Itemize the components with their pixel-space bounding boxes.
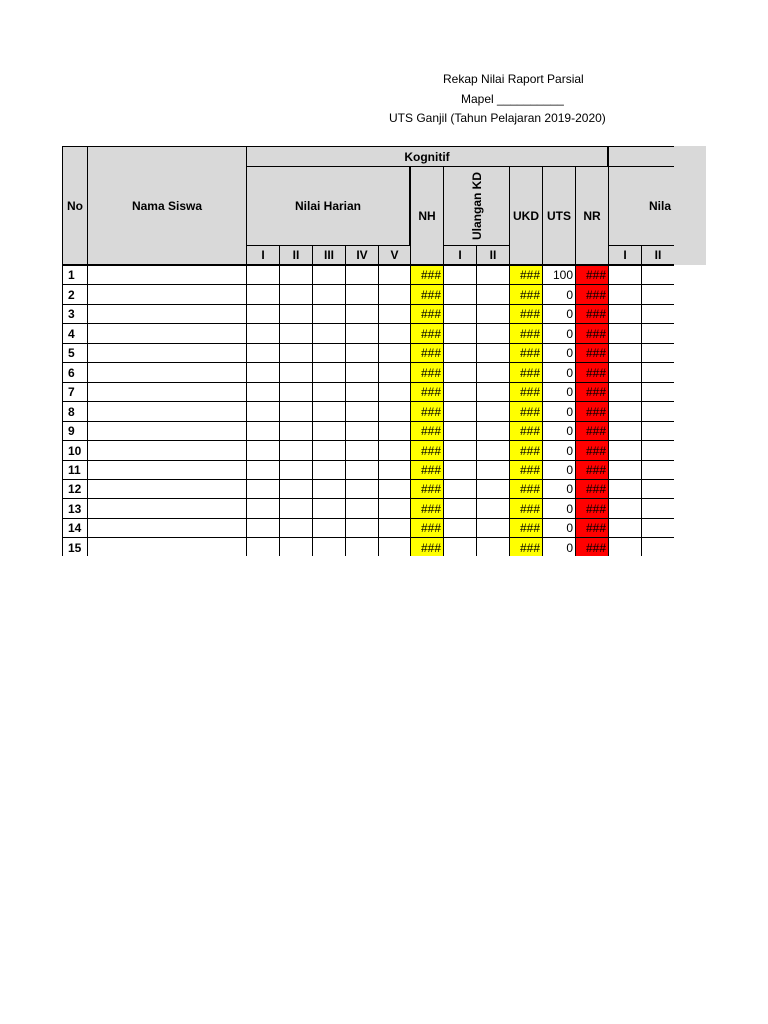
row-ukd[interactable]: ###	[509, 479, 543, 499]
row-nr[interactable]: ###	[575, 323, 609, 344]
row-uts[interactable]: 0	[542, 401, 576, 422]
row-nr[interactable]: ###	[575, 498, 609, 519]
row-nilai-harian-5[interactable]	[378, 460, 411, 480]
subheader-harian-5[interactable]: V	[378, 245, 411, 265]
row-uts[interactable]: 0	[542, 382, 576, 402]
row-uts[interactable]: 0	[542, 362, 576, 383]
row-ukd[interactable]: ###	[509, 537, 543, 556]
row-ulangan-kd-2[interactable]	[476, 323, 510, 344]
subheader-harian-1[interactable]: I	[246, 245, 280, 265]
row-ulangan-kd-1[interactable]	[443, 518, 477, 538]
row-no[interactable]: 3	[62, 304, 88, 324]
row-ulangan-kd-2[interactable]	[476, 343, 510, 363]
subheader-kd-1[interactable]: I	[443, 245, 477, 265]
row-ulangan-kd-2[interactable]	[476, 265, 510, 285]
row-uts[interactable]: 0	[542, 479, 576, 499]
row-nh[interactable]: ###	[410, 343, 444, 363]
row-nilai-harian-4[interactable]	[345, 382, 379, 402]
row-nilai-harian-3[interactable]	[312, 362, 346, 383]
row-nama-siswa[interactable]	[87, 537, 247, 556]
row-nr[interactable]: ###	[575, 440, 609, 461]
row-no[interactable]: 7	[62, 382, 88, 402]
row-next-1[interactable]	[608, 498, 642, 519]
row-nilai-harian-3[interactable]	[312, 323, 346, 344]
row-ulangan-kd-1[interactable]	[443, 362, 477, 383]
row-no[interactable]: 14	[62, 518, 88, 538]
row-nilai-harian-5[interactable]	[378, 382, 411, 402]
row-nilai-harian-1[interactable]	[246, 304, 280, 324]
row-uts[interactable]: 0	[542, 421, 576, 441]
row-nilai-harian-5[interactable]	[378, 518, 411, 538]
row-nilai-harian-5[interactable]	[378, 304, 411, 324]
row-ukd[interactable]: ###	[509, 421, 543, 441]
row-nama-siswa[interactable]	[87, 401, 247, 422]
row-nh[interactable]: ###	[410, 284, 444, 305]
row-next-2[interactable]	[641, 460, 674, 480]
row-next-2[interactable]	[641, 362, 674, 383]
header-nh[interactable]: NH	[410, 166, 444, 265]
header-nr[interactable]: NR	[575, 166, 609, 265]
row-ulangan-kd-2[interactable]	[476, 460, 510, 480]
row-ulangan-kd-1[interactable]	[443, 498, 477, 519]
row-no[interactable]: 13	[62, 498, 88, 519]
row-uts[interactable]: 0	[542, 284, 576, 305]
row-nilai-harian-2[interactable]	[279, 421, 313, 441]
row-nilai-harian-4[interactable]	[345, 498, 379, 519]
row-nilai-harian-4[interactable]	[345, 518, 379, 538]
row-ukd[interactable]: ###	[509, 323, 543, 344]
row-nh[interactable]: ###	[410, 401, 444, 422]
row-next-2[interactable]	[641, 382, 674, 402]
row-next-1[interactable]	[608, 362, 642, 383]
row-nama-siswa[interactable]	[87, 362, 247, 383]
row-nh[interactable]: ###	[410, 498, 444, 519]
row-nilai-harian-2[interactable]	[279, 401, 313, 422]
header-kognitif[interactable]: Kognitif	[246, 146, 608, 167]
row-nilai-harian-5[interactable]	[378, 343, 411, 363]
row-nilai-harian-5[interactable]	[378, 537, 411, 556]
row-nama-siswa[interactable]	[87, 440, 247, 461]
row-nilai-harian-2[interactable]	[279, 265, 313, 285]
row-nilai-harian-5[interactable]	[378, 323, 411, 344]
header-nilai-harian[interactable]: Nilai Harian	[246, 166, 410, 246]
row-next-2[interactable]	[641, 440, 674, 461]
subject-line: Mapel __________	[461, 92, 564, 106]
row-nama-siswa[interactable]	[87, 304, 247, 324]
row-ulangan-kd-2[interactable]	[476, 382, 510, 402]
row-nr[interactable]: ###	[575, 421, 609, 441]
row-next-2[interactable]	[641, 401, 674, 422]
row-nilai-harian-5[interactable]	[378, 440, 411, 461]
row-nilai-harian-2[interactable]	[279, 343, 313, 363]
row-nr[interactable]: ###	[575, 343, 609, 363]
row-ukd[interactable]: ###	[509, 498, 543, 519]
row-next-2[interactable]	[641, 479, 674, 499]
row-ulangan-kd-2[interactable]	[476, 479, 510, 499]
row-uts[interactable]: 0	[542, 518, 576, 538]
row-no[interactable]: 8	[62, 401, 88, 422]
row-nh[interactable]: ###	[410, 479, 444, 499]
row-ukd[interactable]: ###	[509, 343, 543, 363]
row-nh[interactable]: ###	[410, 323, 444, 344]
row-ulangan-kd-1[interactable]	[443, 479, 477, 499]
term-line: UTS Ganjil (Tahun Pelajaran 2019-2020)	[389, 111, 606, 125]
row-nilai-harian-2[interactable]	[279, 537, 313, 556]
row-ulangan-kd-2[interactable]	[476, 284, 510, 305]
row-ulangan-kd-1[interactable]	[443, 265, 477, 285]
row-ukd[interactable]: ###	[509, 440, 543, 461]
row-nama-siswa[interactable]	[87, 518, 247, 538]
row-nama-siswa[interactable]	[87, 284, 247, 305]
row-nilai-harian-2[interactable]	[279, 498, 313, 519]
row-nilai-harian-2[interactable]	[279, 460, 313, 480]
row-nama-siswa[interactable]	[87, 498, 247, 519]
row-nilai-harian-5[interactable]	[378, 421, 411, 441]
row-nilai-harian-4[interactable]	[345, 343, 379, 363]
row-nh[interactable]: ###	[410, 304, 444, 324]
row-ulangan-kd-1[interactable]	[443, 537, 477, 556]
row-nr[interactable]: ###	[575, 382, 609, 402]
row-uts[interactable]: 0	[542, 343, 576, 363]
row-nilai-harian-5[interactable]	[378, 265, 411, 285]
row-nilai-harian-4[interactable]	[345, 440, 379, 461]
row-nilai-harian-4[interactable]	[345, 323, 379, 344]
row-nilai-harian-3[interactable]	[312, 401, 346, 422]
row-next-1[interactable]	[608, 323, 642, 344]
row-ukd[interactable]: ###	[509, 284, 543, 305]
row-next-2[interactable]	[641, 498, 674, 519]
row-nama-siswa[interactable]	[87, 343, 247, 363]
row-nilai-harian-3[interactable]	[312, 284, 346, 305]
row-nilai-harian-2[interactable]	[279, 284, 313, 305]
row-next-1[interactable]	[608, 440, 642, 461]
row-ulangan-kd-2[interactable]	[476, 421, 510, 441]
row-uts[interactable]: 0	[542, 440, 576, 461]
header-ulangan-kd[interactable]	[443, 166, 510, 246]
row-uts[interactable]: 0	[542, 323, 576, 344]
row-ulangan-kd-2[interactable]	[476, 401, 510, 422]
row-nilai-harian-4[interactable]	[345, 265, 379, 285]
row-nilai-harian-4[interactable]	[345, 362, 379, 383]
row-nh[interactable]: ###	[410, 382, 444, 402]
row-next-2[interactable]	[641, 323, 674, 344]
row-next-1[interactable]	[608, 382, 642, 402]
row-nilai-harian-2[interactable]	[279, 518, 313, 538]
row-no[interactable]: 2	[62, 284, 88, 305]
row-ukd[interactable]: ###	[509, 518, 543, 538]
row-next-2[interactable]	[641, 284, 674, 305]
subheader-next-1[interactable]: I	[608, 245, 642, 265]
row-no[interactable]: 1	[62, 265, 88, 285]
row-uts[interactable]: 0	[542, 537, 576, 556]
row-next-2[interactable]	[641, 537, 674, 556]
row-ulangan-kd-2[interactable]	[476, 498, 510, 519]
row-nilai-harian-2[interactable]	[279, 479, 313, 499]
row-nilai-harian-1[interactable]	[246, 323, 280, 344]
row-next-1[interactable]	[608, 343, 642, 363]
row-ukd[interactable]: ###	[509, 382, 543, 402]
header-ulangan-kd-label: Ulangan KD	[469, 171, 484, 240]
row-nr[interactable]: ###	[575, 518, 609, 538]
row-ulangan-kd-2[interactable]	[476, 537, 510, 556]
row-ulangan-kd-1[interactable]	[443, 401, 477, 422]
row-nr[interactable]: ###	[575, 284, 609, 305]
row-next-1[interactable]	[608, 401, 642, 422]
row-nilai-harian-5[interactable]	[378, 479, 411, 499]
row-nama-siswa[interactable]	[87, 265, 247, 285]
row-ukd[interactable]: ###	[509, 401, 543, 422]
row-nama-siswa[interactable]	[87, 323, 247, 344]
row-nilai-harian-1[interactable]	[246, 421, 280, 441]
row-next-1[interactable]	[608, 421, 642, 441]
row-ukd[interactable]: ###	[509, 265, 543, 285]
row-ulangan-kd-1[interactable]	[443, 343, 477, 363]
row-nilai-harian-1[interactable]	[246, 382, 280, 402]
row-nilai-harian-3[interactable]	[312, 479, 346, 499]
row-nilai-harian-3[interactable]	[312, 518, 346, 538]
report-title: Rekap Nilai Raport Parsial	[443, 72, 584, 86]
row-ulangan-kd-2[interactable]	[476, 362, 510, 383]
row-ulangan-kd-1[interactable]	[443, 460, 477, 480]
row-nilai-harian-3[interactable]	[312, 421, 346, 441]
row-nilai-harian-1[interactable]	[246, 401, 280, 422]
row-nilai-harian-5[interactable]	[378, 498, 411, 519]
row-nilai-harian-1[interactable]	[246, 498, 280, 519]
row-ukd[interactable]: ###	[509, 362, 543, 383]
row-ulangan-kd-1[interactable]	[443, 440, 477, 461]
row-nilai-harian-3[interactable]	[312, 460, 346, 480]
row-nilai-harian-3[interactable]	[312, 343, 346, 363]
row-ulangan-kd-1[interactable]	[443, 304, 477, 324]
row-uts[interactable]: 0	[542, 460, 576, 480]
row-nama-siswa[interactable]	[87, 421, 247, 441]
header-next-group[interactable]	[608, 146, 674, 167]
row-nilai-harian-2[interactable]	[279, 362, 313, 383]
row-nama-siswa[interactable]	[87, 460, 247, 480]
row-no[interactable]: 9	[62, 421, 88, 441]
row-nh[interactable]: ###	[410, 440, 444, 461]
row-nh[interactable]: ###	[410, 421, 444, 441]
subheader-kd-2[interactable]: II	[476, 245, 510, 265]
row-nilai-harian-2[interactable]	[279, 323, 313, 344]
row-next-1[interactable]	[608, 304, 642, 324]
row-nilai-harian-1[interactable]	[246, 479, 280, 499]
row-nama-siswa[interactable]	[87, 479, 247, 499]
row-nilai-harian-1[interactable]	[246, 460, 280, 480]
subheader-harian-2[interactable]: II	[279, 245, 313, 265]
row-nilai-harian-4[interactable]	[345, 284, 379, 305]
row-nr[interactable]: ###	[575, 479, 609, 499]
row-next-1[interactable]	[608, 460, 642, 480]
row-nilai-harian-1[interactable]	[246, 537, 280, 556]
row-ukd[interactable]: ###	[509, 460, 543, 480]
row-nr[interactable]: ###	[575, 362, 609, 383]
row-next-1[interactable]	[608, 518, 642, 538]
row-nilai-harian-4[interactable]	[345, 479, 379, 499]
header-no[interactable]: No	[62, 146, 88, 265]
subheader-next-2[interactable]: II	[641, 245, 674, 265]
row-nr[interactable]: ###	[575, 401, 609, 422]
row-no[interactable]: 5	[62, 343, 88, 363]
row-nilai-harian-2[interactable]	[279, 304, 313, 324]
row-nh[interactable]: ###	[410, 265, 444, 285]
header-next-nilai[interactable]: Nila	[608, 166, 674, 246]
row-no[interactable]: 15	[62, 537, 88, 556]
row-nilai-harian-4[interactable]	[345, 401, 379, 422]
row-nilai-harian-1[interactable]	[246, 362, 280, 383]
header-overflow-fill	[674, 146, 706, 265]
row-next-1[interactable]	[608, 284, 642, 305]
row-nama-siswa[interactable]	[87, 382, 247, 402]
row-next-2[interactable]	[641, 343, 674, 363]
row-ukd[interactable]: ###	[509, 304, 543, 324]
row-nh[interactable]: ###	[410, 537, 444, 556]
row-nilai-harian-4[interactable]	[345, 421, 379, 441]
row-nilai-harian-2[interactable]	[279, 440, 313, 461]
row-nilai-harian-3[interactable]	[312, 304, 346, 324]
row-no[interactable]: 10	[62, 440, 88, 461]
row-next-2[interactable]	[641, 304, 674, 324]
row-nr[interactable]: ###	[575, 460, 609, 480]
row-nilai-harian-5[interactable]	[378, 362, 411, 383]
row-nilai-harian-1[interactable]	[246, 440, 280, 461]
row-nilai-harian-3[interactable]	[312, 382, 346, 402]
subheader-harian-4[interactable]: IV	[345, 245, 379, 265]
row-nr[interactable]: ###	[575, 265, 609, 285]
row-nilai-harian-3[interactable]	[312, 537, 346, 556]
row-next-2[interactable]	[641, 518, 674, 538]
row-nh[interactable]: ###	[410, 460, 444, 480]
header-ukd[interactable]: UKD	[509, 166, 543, 265]
row-nh[interactable]: ###	[410, 518, 444, 538]
row-no[interactable]: 11	[62, 460, 88, 480]
row-uts[interactable]: 100	[542, 265, 576, 285]
row-next-1[interactable]	[608, 265, 642, 285]
row-nilai-harian-4[interactable]	[345, 304, 379, 324]
row-no[interactable]: 6	[62, 362, 88, 383]
row-nilai-harian-4[interactable]	[345, 537, 379, 556]
row-uts[interactable]: 0	[542, 498, 576, 519]
row-ulangan-kd-1[interactable]	[443, 323, 477, 344]
row-no[interactable]: 12	[62, 479, 88, 499]
grade-table	[62, 146, 674, 556]
row-nilai-harian-5[interactable]	[378, 401, 411, 422]
row-ulangan-kd-2[interactable]	[476, 304, 510, 324]
row-nilai-harian-3[interactable]	[312, 265, 346, 285]
row-ulangan-kd-2[interactable]	[476, 440, 510, 461]
row-nr[interactable]: ###	[575, 537, 609, 556]
header-uts[interactable]: UTS	[542, 166, 576, 265]
row-ulangan-kd-1[interactable]	[443, 421, 477, 441]
row-next-1[interactable]	[608, 479, 642, 499]
row-nilai-harian-1[interactable]	[246, 518, 280, 538]
row-ulangan-kd-2[interactable]	[476, 518, 510, 538]
row-nilai-harian-3[interactable]	[312, 498, 346, 519]
row-no[interactable]: 4	[62, 323, 88, 344]
row-nilai-harian-4[interactable]	[345, 460, 379, 480]
row-nilai-harian-5[interactable]	[378, 284, 411, 305]
row-nh[interactable]: ###	[410, 362, 444, 383]
row-next-2[interactable]	[641, 265, 674, 285]
subheader-harian-3[interactable]: III	[312, 245, 346, 265]
row-ulangan-kd-1[interactable]	[443, 382, 477, 402]
row-next-1[interactable]	[608, 537, 642, 556]
row-next-2[interactable]	[641, 421, 674, 441]
row-nilai-harian-2[interactable]	[279, 382, 313, 402]
header-nama-siswa[interactable]: Nama Siswa	[87, 146, 247, 265]
row-nilai-harian-3[interactable]	[312, 440, 346, 461]
row-uts[interactable]: 0	[542, 304, 576, 324]
row-ulangan-kd-1[interactable]	[443, 284, 477, 305]
row-nilai-harian-1[interactable]	[246, 265, 280, 285]
row-nilai-harian-1[interactable]	[246, 284, 280, 305]
row-nilai-harian-1[interactable]	[246, 343, 280, 363]
row-nr[interactable]: ###	[575, 304, 609, 324]
